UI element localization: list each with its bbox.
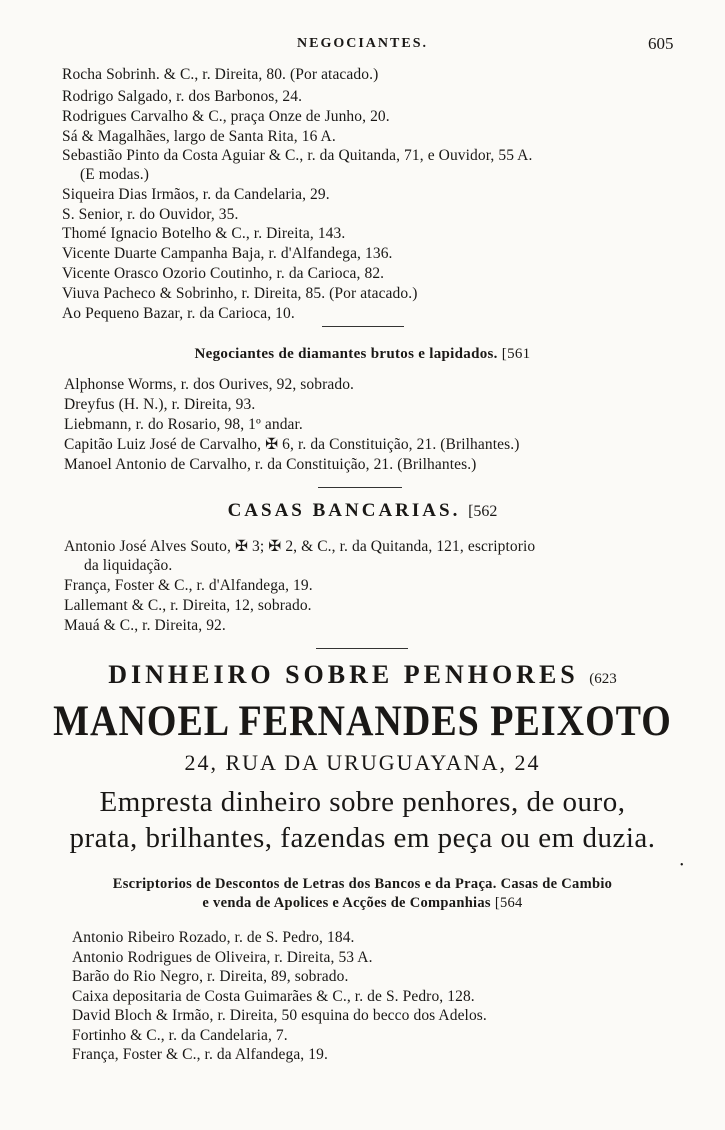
bank-entry: Antonio José Alves Souto, ✠ 3; ✠ 2, & C., r. da Quitanda, 121, escriptorio bbox=[64, 538, 536, 555]
section-heading-diamonds bbox=[0, 346, 725, 363]
section-divider bbox=[318, 487, 402, 488]
office-entry: França, Foster & C., r. da Alfandega, 19. bbox=[72, 1046, 328, 1063]
advertisement-body-line: Empresta dinheiro sobre penhores, de ouro, bbox=[99, 786, 626, 818]
page-number: 605 bbox=[648, 34, 674, 53]
merchant-entry: Ao Pequeno Bazar, r. da Carioca, 10. bbox=[62, 305, 295, 322]
merchant-entry: Vicente Duarte Campanha Baja, r. d'Alfandega, 136. bbox=[62, 245, 393, 262]
advertisement-address: 24, RUA DA URUGUAYANA, 24 bbox=[184, 750, 541, 775]
section-heading-banks bbox=[0, 500, 725, 522]
section-heading-offices-line2 bbox=[0, 895, 725, 912]
section-divider bbox=[322, 326, 404, 327]
office-entry: Fortinho & C., r. da Candelaria, 7. bbox=[72, 1027, 288, 1044]
merchant-entry: Vicente Orasco Ozorio Coutinho, r. da Carioca, 82. bbox=[62, 265, 385, 282]
merchant-entry: Thomé Ignacio Botelho & C., r. Direita, 143. bbox=[62, 225, 346, 242]
section-heading-text: e venda de Apolices e Acções de Companhias bbox=[202, 895, 491, 911]
merchant-entry: Sá & Magalhães, largo de Santa Rita, 16 A. bbox=[62, 128, 336, 145]
advertisement-name: MANOEL FERNANDES PEIXOTO bbox=[53, 697, 672, 746]
section-reference: [564 bbox=[494, 895, 523, 911]
bank-entry-continuation: da liquidação. bbox=[84, 557, 173, 574]
diamond-merchant-entry: Alphonse Worms, r. dos Ourives, 92, sobrado. bbox=[64, 376, 355, 393]
merchant-entry: S. Senior, r. do Ouvidor, 35. bbox=[62, 206, 239, 223]
section-heading-text: CASAS BANCARIAS. bbox=[227, 500, 461, 521]
diamond-merchant-entry: Dreyfus (H. N.), r. Direita, 93. bbox=[64, 396, 256, 413]
merchant-entry: Rodrigues Carvalho & C., praça Onze de Junho, 20. bbox=[62, 108, 390, 125]
bank-entry: França, Foster & C., r. d'Alfandega, 19. bbox=[64, 577, 313, 594]
office-entry: Barão do Rio Negro, r. Direita, 89, sobrado. bbox=[72, 968, 349, 985]
office-entry: David Bloch & Irmão, r. Direita, 50 esquina do becco dos Adelos. bbox=[72, 1007, 487, 1024]
bank-entry: Lallemant & C., r. Direita, 12, sobrado. bbox=[64, 597, 312, 614]
office-entry: Antonio Ribeiro Rozado, r. de S. Pedro, 184. bbox=[72, 929, 355, 946]
office-entry: Caixa depositaria de Costa Guimarães & C., r. de S. Pedro, 128. bbox=[72, 988, 475, 1005]
section-divider bbox=[316, 648, 408, 649]
section-heading-text: Negociantes de diamantes brutos e lapidados. bbox=[194, 346, 498, 362]
advertisement-title bbox=[0, 660, 725, 690]
page-header-title: NEGOCIANTES. bbox=[297, 36, 428, 51]
merchant-entry: Viuva Pacheco & Sobrinho, r. Direita, 85. (Por atacado.) bbox=[62, 285, 418, 302]
advertisement-title-text: DINHEIRO SOBRE PENHORES bbox=[108, 660, 579, 689]
advertisement-reference: (623 bbox=[589, 671, 617, 687]
merchant-entry: Rocha Sobrinh. & C., r. Direita, 80. (Por atacado.) bbox=[62, 66, 379, 83]
section-heading-offices: Escriptorios de Descontos de Letras dos Bancos e da Praça. Casas de Cambio bbox=[112, 876, 613, 892]
advertisement-body-line: prata, brilhantes, fazendas em peça ou em duzia. bbox=[69, 822, 656, 854]
diamond-merchant-entry: Manoel Antonio de Carvalho, r. da Constituição, 21. (Brilhantes.) bbox=[64, 456, 477, 473]
merchant-entry: Sebastião Pinto da Costa Aguiar & C., r. da Quitanda, 71, e Ouvidor, 55 A. bbox=[62, 147, 533, 164]
merchant-entry: Rodrigo Salgado, r. dos Barbonos, 24. bbox=[62, 88, 303, 105]
bank-entry: Mauá & C., r. Direita, 92. bbox=[64, 617, 226, 634]
merchant-entry: Siqueira Dias Irmãos, r. da Candelaria, 29. bbox=[62, 186, 330, 203]
section-reference: [561 bbox=[501, 346, 531, 362]
merchant-entry-continuation: (E modas.) bbox=[80, 166, 150, 183]
diamond-merchant-entry: Liebmann, r. do Rosario, 98, 1º andar. bbox=[64, 416, 303, 433]
section-reference: [562 bbox=[468, 503, 498, 520]
bullet-mark: • bbox=[680, 860, 684, 871]
office-entry: Antonio Rodrigues de Oliveira, r. Direita, 53 A. bbox=[72, 949, 373, 966]
diamond-merchant-entry: Capitão Luiz José de Carvalho, ✠ 6, r. da Constituição, 21. (Brilhantes.) bbox=[64, 436, 520, 453]
